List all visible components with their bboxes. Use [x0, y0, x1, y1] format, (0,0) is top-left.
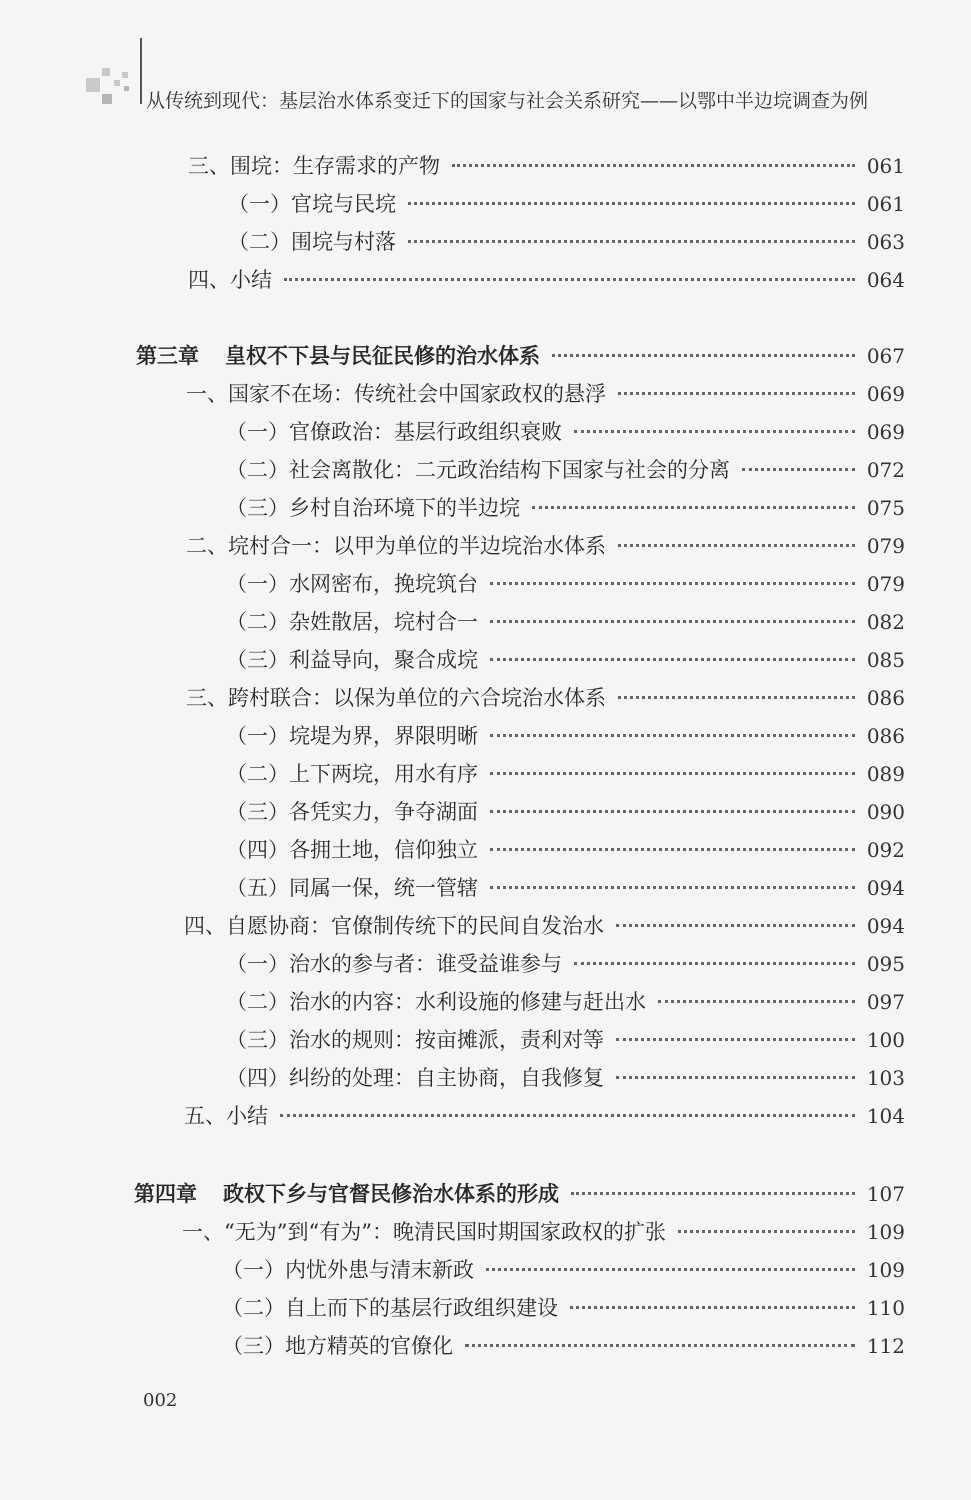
toc-entry	[226, 606, 905, 636]
chapter-number: 第四章	[134, 1182, 197, 1206]
toc-entry-page: 110	[866, 1296, 905, 1320]
toc-entry-title: 四、自愿协商：官僚制传统下的民间自发治水	[184, 914, 604, 938]
toc-entry	[228, 226, 905, 256]
running-head: 从传统到现代：基层治水体系变迁下的国家与社会关系研究——以鄂中半边垸调查为例	[146, 90, 869, 112]
toc-entry	[226, 796, 905, 826]
toc-entry-title: （一）治水的参与者：谁受益谁参与	[226, 952, 562, 976]
toc-entry	[226, 834, 905, 864]
toc-entry	[226, 644, 905, 674]
toc-chapter-entry	[134, 1178, 905, 1208]
dot-leader	[452, 162, 855, 167]
toc-entry-page: 067	[866, 344, 905, 368]
dot-leader	[532, 504, 855, 509]
dot-leader	[486, 1266, 855, 1271]
toc-entry-page: 063	[866, 230, 905, 254]
toc-entry-title: （四）各拥土地，信仰独立	[226, 838, 478, 862]
toc-entry-page: 082	[866, 610, 905, 634]
dot-leader	[658, 998, 855, 1003]
toc-entry-page: 090	[866, 800, 905, 824]
toc-entry	[222, 1254, 905, 1284]
toc-entry-title: （三）各凭实力，争夺湖面	[226, 800, 478, 824]
toc-entry	[182, 1216, 905, 1246]
toc-entry	[184, 1100, 905, 1130]
toc-entry-page: 061	[866, 192, 905, 216]
toc-chapter-title	[134, 1178, 559, 1208]
dot-leader	[574, 428, 855, 433]
dot-leader	[618, 542, 855, 547]
dot-leader	[616, 922, 855, 927]
toc-entry-page: 079	[866, 572, 905, 596]
dot-leader	[742, 466, 855, 471]
toc-entry-page: 089	[866, 762, 905, 786]
chapter-title-text: 皇权不下县与民征民修的治水体系	[225, 344, 540, 368]
toc-entry-title: （一）水网密布，挽垸筑台	[226, 572, 478, 596]
toc-entry	[186, 378, 905, 408]
dot-leader	[618, 390, 855, 395]
page-number: 002	[143, 1390, 178, 1411]
dot-leader	[618, 694, 855, 699]
toc-entry	[226, 416, 905, 446]
toc-entry-title: （二）自上而下的基层行政组织建设	[222, 1296, 558, 1320]
toc-entry	[226, 720, 905, 750]
toc-entry-title: （三）乡村自治环境下的半边垸	[226, 496, 520, 520]
toc-entry-title: （三）治水的规则：按亩摊派，责利对等	[226, 1028, 604, 1052]
toc-entry	[226, 1062, 905, 1092]
toc-entry-title: （二）杂姓散居，垸村合一	[226, 610, 478, 634]
toc-entry-title: 四、小结	[188, 268, 272, 292]
toc-entry	[226, 492, 905, 522]
toc-entry	[222, 1330, 905, 1360]
toc-entry-title: （一）官垸与民垸	[228, 192, 396, 216]
dot-leader	[408, 200, 855, 205]
toc-entry	[226, 568, 905, 598]
toc-entry-page: 112	[866, 1334, 905, 1358]
dot-leader	[465, 1342, 855, 1347]
toc-entry-page: 104	[866, 1104, 905, 1128]
dot-leader	[408, 238, 855, 243]
toc-entry	[184, 910, 905, 940]
toc-entry	[226, 758, 905, 788]
toc-entry-page: 107	[866, 1182, 905, 1206]
dot-leader	[490, 656, 855, 661]
dot-leader	[490, 846, 855, 851]
toc-entry-title: （二）上下两垸，用水有序	[226, 762, 478, 786]
toc-entry-title: （一）内忧外患与清末新政	[222, 1258, 474, 1282]
toc-entry-page: 069	[866, 382, 905, 406]
dot-leader	[552, 352, 855, 357]
toc-entry	[226, 948, 905, 978]
toc-entry-page: 095	[866, 952, 905, 976]
toc-entry-title: （二）社会离散化：二元政治结构下国家与社会的分离	[226, 458, 730, 482]
toc-entry-title: 三、围垸：生存需求的产物	[188, 154, 440, 178]
toc-entry-title: （一）官僚政治：基层行政组织衰败	[226, 420, 562, 444]
toc-entry-title: （二）围垸与村落	[228, 230, 396, 254]
toc-entry-page: 075	[866, 496, 905, 520]
toc-entry-title: 一、国家不在场：传统社会中国家政权的悬浮	[186, 382, 606, 406]
dot-leader	[616, 1036, 855, 1041]
dot-leader	[490, 618, 855, 623]
toc-chapter-entry	[136, 340, 905, 370]
toc-entry-page: 061	[866, 154, 905, 178]
toc-entry-page: 103	[866, 1066, 905, 1090]
toc-entry-page: 079	[866, 534, 905, 558]
toc-entry	[186, 682, 905, 712]
dot-leader	[570, 1304, 855, 1309]
dot-leader	[490, 770, 855, 775]
toc-entry-title: 二、垸村合一：以甲为单位的半边垸治水体系	[186, 534, 606, 558]
toc-entry	[228, 188, 905, 218]
toc-entry-title: （二）治水的内容：水利设施的修建与赶出水	[226, 990, 646, 1014]
toc-entry-title: （五）同属一保，统一管辖	[226, 876, 478, 900]
toc-chapter-title	[136, 340, 540, 370]
dot-leader	[280, 1112, 855, 1117]
toc-entry-title: （三）地方精英的官僚化	[222, 1334, 453, 1358]
toc-entry-page: 085	[866, 648, 905, 672]
toc-entry	[222, 1292, 905, 1322]
toc-entry-page: 092	[866, 838, 905, 862]
dot-leader	[490, 884, 855, 889]
toc-entry-page: 094	[866, 876, 905, 900]
toc-entry-title: （一）垸堤为界，界限明晰	[226, 724, 478, 748]
toc-entry	[186, 530, 905, 560]
toc-entry-page: 097	[866, 990, 905, 1014]
toc-entry-page: 100	[866, 1028, 905, 1052]
toc-entry-page: 109	[866, 1220, 905, 1244]
toc-entry-title: 五、小结	[184, 1104, 268, 1128]
dot-leader	[490, 732, 855, 737]
dot-leader	[284, 276, 855, 281]
dot-leader	[571, 1190, 855, 1195]
toc-entry-title: 三、跨村联合：以保为单位的六合垸治水体系	[186, 686, 606, 710]
toc-entry-title: （四）纠纷的处理：自主协商，自我修复	[226, 1066, 604, 1090]
toc-entry-page: 094	[866, 914, 905, 938]
toc-entry-title: 一、“无为”到“有为”：晚清民国时期国家政权的扩张	[182, 1220, 666, 1244]
toc-entry-page: 064	[866, 268, 905, 292]
toc-entry	[226, 1024, 905, 1054]
chapter-title-text: 政权下乡与官督民修治水体系的形成	[223, 1182, 559, 1206]
toc-entry-page: 072	[866, 458, 905, 482]
toc-entry	[226, 454, 905, 484]
dot-leader	[490, 808, 855, 813]
dot-leader	[678, 1228, 855, 1233]
toc-entry-page: 086	[866, 686, 905, 710]
chapter-number: 第三章	[136, 344, 199, 368]
dot-leader	[490, 580, 855, 585]
dot-leader	[574, 960, 855, 965]
toc-entry-title: （三）利益导向，聚合成垸	[226, 648, 478, 672]
dot-leader	[616, 1074, 855, 1079]
toc-entry-page: 109	[866, 1258, 905, 1282]
toc-entry	[188, 264, 905, 294]
toc-entry-page: 086	[866, 724, 905, 748]
toc-entry	[226, 986, 905, 1016]
toc-entry	[226, 872, 905, 902]
toc-entry	[188, 150, 905, 180]
toc-entry-page: 069	[866, 420, 905, 444]
